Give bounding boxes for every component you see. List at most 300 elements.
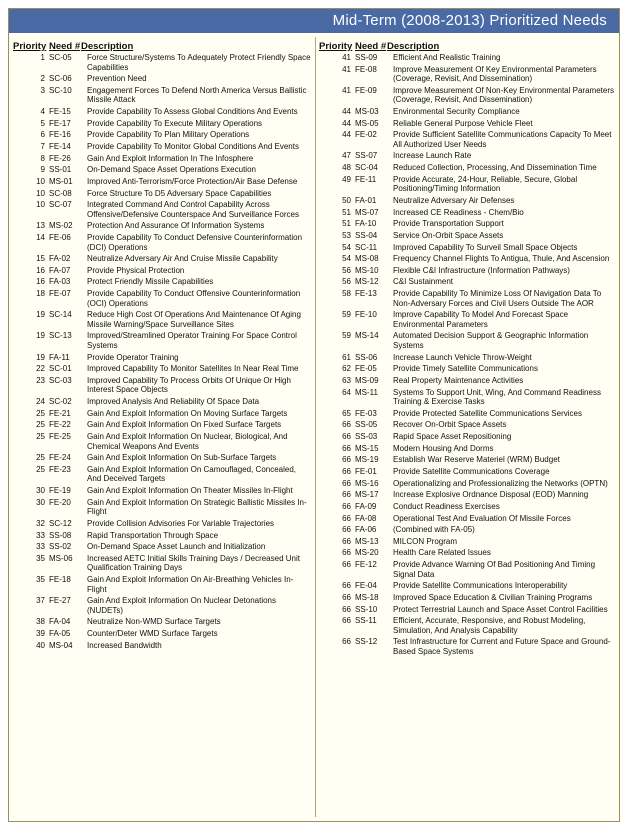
table-row (319, 119, 617, 129)
description-cell: Gain And Exploit Information On Fixed Surface Targets (87, 420, 282, 430)
table-row (13, 200, 311, 219)
need-id-cell: SC-13 (49, 331, 72, 341)
table-row (319, 289, 617, 308)
table-row (319, 605, 617, 615)
description-cell: Neutralize Adversary Air Defenses (393, 195, 515, 205)
table-row (319, 548, 617, 558)
need-id-cell: FE-05 (355, 364, 377, 374)
description-cell: Gain And Exploit Information On Strategic Ballistic Missiles In-Flight (87, 497, 307, 517)
table-row (13, 233, 311, 252)
priority-header: Priority (13, 41, 47, 52)
need-id-cell: MS-04 (49, 640, 73, 650)
table-row (319, 455, 617, 465)
table-row (13, 453, 311, 463)
priority-cell: 66 (342, 513, 351, 523)
title-bar (9, 9, 619, 33)
description-cell: Improved Capability To Process Orbits Of Unique Or High Interest Space Objects (87, 375, 291, 395)
need-id-cell: FA-10 (355, 219, 377, 229)
need-id-cell: FA-08 (355, 513, 377, 523)
priority-cell: 18 (36, 289, 45, 299)
priority-cell: 58 (342, 289, 351, 299)
description-cell: Provide Timely Satellite Communications (393, 364, 538, 374)
description-cell: Gain And Exploit Information In The Infosphere (87, 153, 254, 163)
description-cell: Reliable General Purpose Vehicle Fleet (393, 118, 533, 128)
need-id-cell: MS-07 (355, 207, 379, 217)
description-cell: Protect Terrestrial Launch and Space Asset Control Facilities (393, 604, 608, 614)
table-row (319, 420, 617, 430)
table-row (319, 560, 617, 579)
need-id-cell: FE-21 (49, 408, 71, 418)
priority-cell: 1 (40, 53, 45, 62)
description-cell: Flexible C&I Infrastructure (Information Pathways) (393, 265, 570, 275)
table-row (319, 130, 617, 149)
description-cell: Real Property Maintenance Activities (393, 375, 524, 385)
table-row (13, 397, 311, 407)
table-row (319, 616, 617, 635)
table-row (319, 581, 617, 591)
table-row (319, 432, 617, 442)
need-id-cell: SC-12 (49, 518, 72, 528)
table-row (319, 163, 617, 173)
priority-cell: 6 (40, 130, 45, 140)
priority-cell: 66 (342, 525, 351, 535)
need-id-cell: FE-10 (355, 310, 377, 320)
table-row (319, 151, 617, 161)
table-row (13, 86, 311, 105)
description-cell: Improved Anti-Terrorism/Force Protection/Air Base Defense (87, 176, 298, 186)
priority-cell: 47 (342, 151, 351, 161)
need-id-cell: MS-16 (355, 478, 379, 488)
table-row (13, 519, 311, 529)
table-row (319, 254, 617, 264)
description-cell: Force Structure/Systems To Adequately Protect Friendly Space Capabilities (87, 53, 311, 72)
table-row (13, 177, 311, 187)
priority-cell: 19 (36, 352, 45, 362)
right-column (319, 41, 617, 659)
need-id-cell: SS-03 (355, 432, 378, 442)
table-row (319, 266, 617, 276)
priority-cell: 25 (36, 453, 45, 463)
priority-cell: 25 (36, 464, 45, 474)
need-id-cell: SS-04 (355, 230, 378, 240)
priority-cell: 50 (342, 195, 351, 205)
priority-cell: 33 (36, 542, 45, 552)
priority-cell: 44 (342, 118, 351, 128)
description-cell: Provide Protected Satellite Communications Services (393, 408, 582, 418)
table-row (319, 514, 617, 524)
description-cell: Provide Capability To Monitor Global Conditions And Events (87, 141, 299, 151)
need-id-cell: FE-20 (49, 497, 71, 507)
need-id-cell: FA-05 (49, 629, 71, 638)
priority-cell: 66 (342, 581, 351, 591)
table-row (13, 53, 311, 72)
need-id-cell: FE-06 (49, 232, 71, 242)
description-cell: Improve Measurement Of Key Environmental Parameters (Coverage, Revisit, And Dissemination) (393, 64, 597, 84)
priority-cell: 30 (36, 497, 45, 507)
need-id-cell: FE-17 (49, 118, 71, 128)
priority-cell: 56 (342, 265, 351, 275)
need-id-cell: FE-01 (355, 466, 377, 476)
need-id-cell: MS-20 (355, 548, 379, 558)
need-id-cell: FE-08 (355, 64, 377, 74)
page-title: Mid-Term (2008-2013) Prioritized Needs (332, 12, 607, 29)
table-row (319, 353, 617, 363)
description-cell: Test Infrastructure for Current and Future Space and Ground-Based Space Systems (393, 637, 611, 656)
description-cell: Engagement Forces To Defend North America Versus Ballistic Missile Attack (87, 85, 307, 105)
description-cell: Modern Housing And Dorms (393, 443, 494, 453)
table-row (319, 277, 617, 287)
table-row (319, 490, 617, 500)
need-id-cell: FE-24 (49, 453, 71, 463)
description-cell: Protect Friendly Missile Capabilities (87, 277, 214, 287)
need-id-cell: FE-09 (355, 85, 377, 95)
table-row (13, 629, 311, 639)
priority-cell: 37 (36, 596, 45, 606)
need-id-cell: FE-07 (49, 289, 71, 299)
table-row (319, 86, 617, 105)
need-id-cell: FA-02 (49, 254, 71, 264)
need-id-cell: FE-04 (355, 581, 377, 591)
priority-cell: 16 (36, 265, 45, 275)
column-header (319, 41, 617, 53)
description-cell: Gain And Exploit Information On Moving Surface Targets (87, 408, 288, 418)
description-cell: Conduct Readiness Exercises (393, 501, 500, 511)
need-id-cell: SS-01 (49, 165, 72, 175)
priority-cell: 25 (36, 420, 45, 430)
description-cell: Gain And Exploit Information On Nuclear, Biological, And Chemical Weapons And Events (87, 432, 288, 451)
need-id-cell: SS-05 (355, 420, 378, 430)
description-cell: Provide Accurate, 24-Hour, Reliable, Secure, Global Positioning/Timing Information (393, 174, 578, 194)
description-cell: (Combined with FA-05) (393, 525, 475, 535)
priority-cell: 66 (342, 560, 351, 570)
need-id-cell: FA-11 (49, 352, 70, 362)
description-cell: Protection And Assurance Of Information Systems (87, 221, 265, 231)
description-cell: Increase Launch Vehicle Throw-Weight (393, 352, 532, 362)
priority-cell: 7 (40, 141, 45, 151)
description-cell: Provide Transportation Support (393, 219, 504, 229)
description-cell: Provide Capability To Conduct Defensive Counterinformation (DCI) Operations (87, 232, 303, 252)
description-header: Description (387, 41, 440, 52)
priority-cell: 22 (36, 364, 45, 374)
table-row (319, 376, 617, 386)
priority-cell: 66 (342, 604, 351, 614)
column-divider (315, 37, 316, 817)
need-id-cell: SS-07 (355, 151, 378, 161)
need-id-cell: SC-10 (49, 85, 72, 95)
table-row (319, 219, 617, 229)
description-cell: C&I Sustainment (393, 277, 454, 287)
priority-cell: 66 (342, 501, 351, 511)
description-cell: Service On-Orbit Space Assets (393, 230, 504, 240)
description-cell: On-Demand Space Asset Operations Execution (87, 165, 256, 175)
need-id-cell: FA-09 (355, 501, 377, 511)
table-row (13, 107, 311, 117)
table-row (319, 444, 617, 454)
table-row (13, 596, 311, 615)
table-row (13, 74, 311, 84)
table-row (13, 221, 311, 231)
table-row (13, 531, 311, 541)
priority-cell: 64 (342, 387, 351, 397)
need-id-cell: SC-02 (49, 397, 72, 407)
description-cell: Improved Analysis And Reliability Of Space Data (87, 397, 260, 407)
need-id-cell: SS-02 (49, 542, 72, 552)
need-header: Need # (355, 41, 387, 52)
need-id-cell: SC-03 (49, 375, 72, 385)
need-id-cell: FE-03 (355, 408, 377, 418)
priority-cell: 2 (40, 74, 45, 84)
priority-cell: 66 (342, 490, 351, 500)
table-row (13, 575, 311, 594)
priority-cell: 66 (342, 466, 351, 476)
priority-cell: 38 (36, 617, 45, 627)
priority-cell: 5 (40, 118, 45, 128)
description-cell: Operationalizing and Professionalizing the Networks (OPTN) (393, 478, 608, 488)
priority-cell: 41 (342, 64, 351, 74)
need-id-cell: SS-09 (355, 53, 378, 62)
need-id-cell: MS-11 (355, 387, 378, 397)
description-cell: Improved Capability To Surveil Small Space Objects (393, 242, 578, 252)
description-cell: Neutralize Adversary Air And Cruise Missile Capability (87, 254, 278, 264)
table-row (13, 119, 311, 129)
priority-cell: 39 (36, 629, 45, 638)
table-row (319, 502, 617, 512)
table-row (13, 154, 311, 164)
need-id-cell: SC-04 (355, 163, 378, 173)
need-id-cell: FE-14 (49, 141, 71, 151)
description-cell: Gain And Exploit Information On Air-Breathing Vehicles In-Flight (87, 574, 294, 594)
description-cell: Neutralize Non-WMD Surface Targets (87, 617, 221, 627)
need-id-cell: SC-06 (49, 74, 72, 84)
need-id-cell: FE-15 (49, 107, 71, 117)
table-row (319, 537, 617, 547)
need-id-cell: FE-19 (49, 486, 71, 496)
table-row (319, 53, 617, 63)
need-id-cell: MS-09 (355, 375, 379, 385)
description-cell: Increase Launch Rate (393, 151, 472, 161)
table-row (319, 479, 617, 489)
description-cell: Provide Sufficient Satellite Communications Capacity To Meet All Authorized User Needs (393, 130, 612, 149)
description-cell: On-Demand Space Asset Launch and Initialization (87, 542, 266, 552)
description-cell: Increase Explosive Ordnance Disposal (EOD) Manning (393, 490, 589, 500)
priority-cell: 25 (36, 432, 45, 442)
priority-cell: 63 (342, 375, 351, 385)
table-row (13, 277, 311, 287)
description-cell: Health Care Related Issues (393, 548, 491, 558)
table-row (319, 310, 617, 329)
left-column (13, 41, 311, 652)
need-id-cell: MS-17 (355, 490, 379, 500)
need-id-cell: SC-08 (49, 188, 72, 198)
description-cell: Recover On-Orbit Space Assets (393, 420, 507, 430)
need-id-cell: FE-26 (49, 153, 71, 163)
need-id-cell: FE-13 (355, 289, 377, 299)
need-id-cell: FE-18 (49, 574, 71, 584)
description-cell: Provide Capability To Conduct Offensive Counterinformation (OCI) Operations (87, 289, 301, 308)
need-id-cell: MS-02 (49, 221, 73, 231)
need-id-cell: SC-11 (355, 242, 378, 252)
priority-cell: 66 (342, 536, 351, 546)
need-id-cell: FA-01 (355, 195, 377, 205)
need-id-cell: SC-05 (49, 53, 72, 62)
priority-cell: 66 (342, 637, 351, 647)
description-cell: Prevention Need (87, 74, 147, 84)
priority-cell: 44 (342, 107, 351, 117)
priority-cell: 40 (36, 640, 45, 650)
priority-cell: 65 (342, 408, 351, 418)
table-row (13, 364, 311, 374)
priority-cell: 35 (36, 553, 45, 563)
priority-cell: 54 (342, 242, 351, 252)
table-row (319, 467, 617, 477)
table-row (319, 196, 617, 206)
priority-cell: 14 (36, 232, 45, 242)
need-id-cell: MS-08 (355, 254, 379, 264)
description-cell: Provide Collision Advisories For Variable Trajectories (87, 518, 275, 528)
need-id-cell: MS-18 (355, 592, 379, 602)
table-row (13, 331, 311, 350)
table-row (319, 593, 617, 603)
need-id-cell: SS-12 (355, 637, 378, 647)
priority-cell: 35 (36, 574, 45, 584)
description-cell: Systems To Support Unit, Wing, And Command Readiness Training & Exercise Tasks (393, 387, 601, 407)
need-id-cell: MS-12 (355, 277, 379, 287)
description-cell: Integrated Command And Control Capability Across Offensive/Defensive Counterspace And Surveillance Forces (87, 200, 299, 219)
table-row (13, 432, 311, 451)
description-cell: Reduce High Cost Of Operations And Maintenance Of Aging Missile Warning/Space Surveillance Sites (87, 310, 301, 329)
priority-cell: 8 (40, 153, 45, 163)
need-id-cell: FA-03 (49, 277, 71, 287)
description-cell: Provide Operator Training (87, 352, 179, 362)
need-id-cell: SS-11 (355, 616, 377, 626)
description-cell: Gain And Exploit Information On Sub-Surface Targets (87, 453, 277, 463)
need-id-cell: SC-07 (49, 200, 72, 210)
table-row (319, 243, 617, 253)
need-id-cell: FE-23 (49, 464, 71, 474)
table-row (13, 353, 311, 363)
description-cell: Improve Measurement Of Non-Key Environmental Parameters (Coverage, Revisit, And Dissemination) (393, 85, 614, 105)
table-row (319, 65, 617, 84)
needs-table-frame (8, 8, 620, 822)
description-cell: Efficient, Accurate, Responsive, and Robust Modeling, Simulation, And Analysis Capability (393, 616, 586, 635)
need-id-cell: FE-11 (355, 174, 377, 184)
priority-cell: 66 (342, 616, 351, 626)
table-row (13, 542, 311, 552)
need-id-cell: MS-01 (49, 176, 73, 186)
need-id-cell: MS-14 (355, 331, 379, 341)
description-cell: Increased Bandwidth (87, 640, 162, 650)
table-row (13, 310, 311, 329)
table-row (319, 331, 617, 350)
description-cell: MILCON Program (393, 536, 458, 546)
priority-cell: 61 (342, 352, 351, 362)
table-row (319, 525, 617, 535)
table-row (13, 130, 311, 140)
priority-cell: 24 (36, 397, 45, 407)
description-cell: Establish War Reserve Materiel (WRM) Budget (393, 455, 560, 465)
priority-cell: 49 (342, 174, 351, 184)
need-id-cell: FE-02 (355, 130, 377, 140)
description-cell: Improved Space Education & Civilian Training Programs (393, 592, 593, 602)
need-id-cell: MS-15 (355, 443, 379, 453)
table-row (13, 189, 311, 199)
need-id-cell: SS-06 (355, 352, 378, 362)
need-id-cell: FA-07 (49, 265, 71, 275)
priority-cell: 23 (36, 375, 45, 385)
table-row (13, 266, 311, 276)
priority-cell: 19 (36, 310, 45, 320)
table-row (13, 420, 311, 430)
table-row (13, 254, 311, 264)
priority-cell: 66 (342, 420, 351, 430)
priority-cell: 44 (342, 130, 351, 140)
priority-cell: 4 (40, 107, 45, 117)
table-row (13, 498, 311, 517)
description-cell: Gain And Exploit Information On Theater Missiles In-Flight (87, 486, 293, 496)
need-id-cell: MS-10 (355, 265, 379, 275)
table-row (319, 388, 617, 407)
table-row (13, 641, 311, 651)
priority-cell: 62 (342, 364, 351, 374)
description-cell: Rapid Space Asset Repositioning (393, 432, 512, 442)
table-row (13, 142, 311, 152)
table-row (13, 289, 311, 308)
description-cell: Provide Advance Warning Of Bad Positioning And Timing Signal Data (393, 560, 596, 579)
priority-cell: 66 (342, 443, 351, 453)
description-cell: Provide Capability To Minimize Loss Of Navigation Data To Non-Adversary Forces and Civil Users Outside The AOR (393, 289, 602, 308)
priority-cell: 10 (36, 200, 45, 210)
need-id-cell: SC-01 (49, 364, 72, 374)
table-row (319, 637, 617, 656)
description-cell: Provide Capability To Execute Military Operations (87, 118, 263, 128)
description-cell: Provide Satellite Communications Coverage (393, 466, 550, 476)
need-id-cell: FE-22 (49, 420, 71, 430)
description-cell: Frequency Channel Flights To Antigua, Thule, And Ascension (393, 254, 610, 264)
description-cell: Counter/Deter WMD Surface Targets (87, 629, 218, 638)
table-row (13, 617, 311, 627)
need-id-cell: FE-27 (49, 596, 71, 606)
priority-cell: 25 (36, 408, 45, 418)
table-row (13, 409, 311, 419)
priority-cell: 48 (342, 163, 351, 173)
table-row (319, 208, 617, 218)
need-header: Need # (49, 41, 81, 52)
need-id-cell: MS-13 (355, 536, 379, 546)
priority-cell: 66 (342, 592, 351, 602)
priority-cell: 51 (342, 207, 351, 217)
description-cell: Reduced Collection, Processing, And Dissemination Time (393, 163, 597, 173)
description-cell: Environmental Security Compliance (393, 107, 520, 117)
priority-cell: 3 (40, 85, 45, 95)
priority-cell: 59 (342, 331, 351, 341)
need-id-cell: SS-10 (355, 604, 378, 614)
priority-cell: 51 (342, 219, 351, 229)
table-row (13, 554, 311, 573)
description-cell: Improve Capability To Model And Forecast Space Environmental Parameters (393, 310, 569, 329)
need-id-cell: FE-25 (49, 432, 71, 442)
table-row (319, 409, 617, 419)
description-cell: Efficient And Realistic Training (393, 53, 501, 62)
need-id-cell: SC-14 (49, 310, 72, 320)
description-cell: Force Structure To D5 Adversary Space Capabilities (87, 188, 272, 198)
description-cell: Improved Capability To Monitor Satellites In Near Real Time (87, 364, 299, 374)
table-row (319, 231, 617, 241)
priority-cell: 9 (40, 165, 45, 175)
table-row (319, 107, 617, 117)
need-id-cell: MS-19 (355, 455, 379, 465)
need-id-cell: FE-16 (49, 130, 71, 140)
priority-cell: 10 (36, 176, 45, 186)
